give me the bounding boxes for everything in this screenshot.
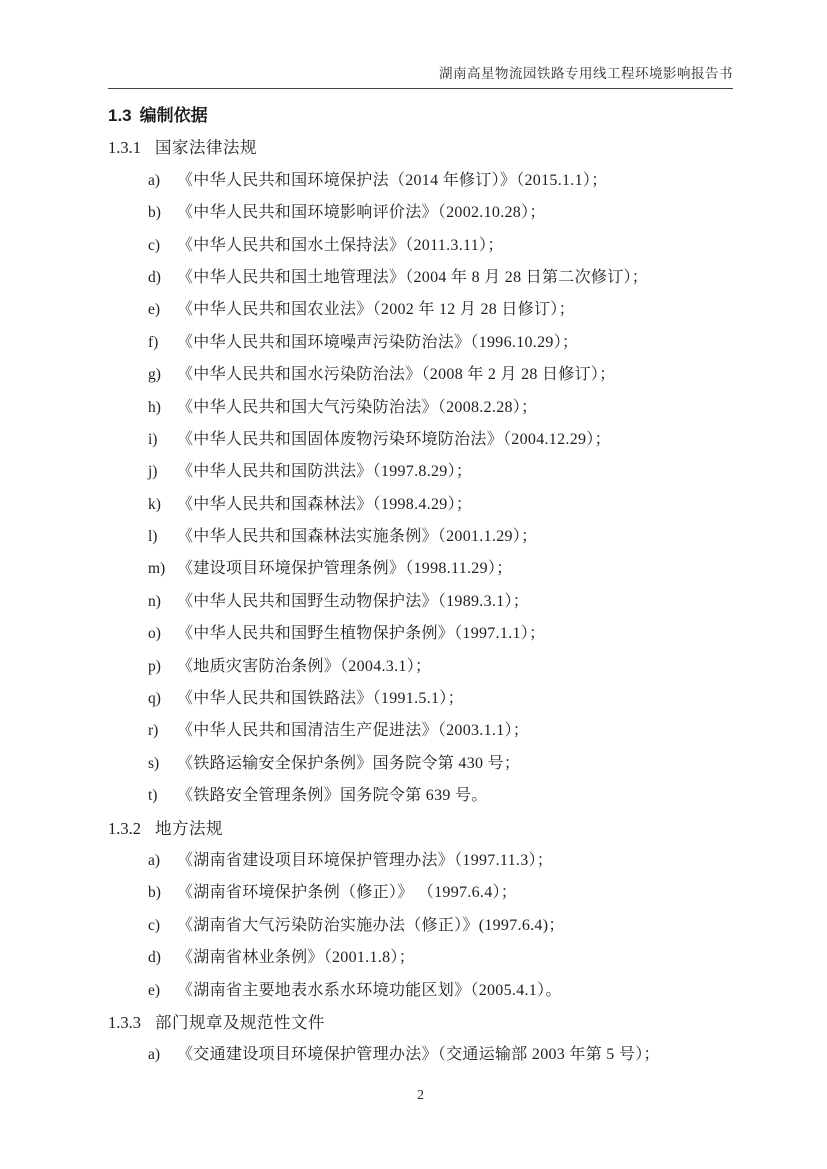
section-title: 地方法规 — [155, 818, 223, 838]
main-heading — [108, 100, 733, 132]
item-text: 《中华人民共和国野生植物保护条例》（1997.1.1）； — [177, 625, 546, 643]
list-item — [108, 975, 733, 1007]
item-text: 《湖南省大气污染防治实施办法（修正）》(1997.6.4)； — [177, 916, 565, 934]
list-item — [108, 456, 733, 488]
item-label: o) — [148, 625, 161, 643]
list-item — [108, 294, 733, 326]
list-item — [108, 197, 733, 229]
item-text: 《地质灾害防治条例》（2004.3.1）； — [177, 657, 432, 675]
main-heading-title: 编制依据 — [139, 106, 208, 125]
item-text: 《交通建设项目环境保护管理办法》（交通运输部 2003 年第 5 号）； — [177, 1046, 660, 1064]
item-text: 《中华人民共和国水污染防治法》（2008 年 2 月 28 日修订）； — [177, 366, 616, 384]
section-title: 国家法律法规 — [155, 138, 257, 158]
list-item — [108, 845, 733, 877]
main-heading-number: 1.3 — [108, 106, 132, 125]
list-item — [108, 327, 733, 359]
item-text: 《湖南省主要地表水系水环境功能区划》（2005.4.1）。 — [177, 981, 562, 999]
item-label: i) — [148, 430, 158, 448]
section-title: 部门规章及规范性文件 — [155, 1012, 325, 1032]
item-label: a) — [148, 1046, 161, 1064]
item-text: 《湖南省建设项目环境保护管理办法》（1997.11.3）； — [177, 851, 554, 869]
item-text: 《中华人民共和国环境噪声污染防治法》（1996.10.29）； — [177, 333, 579, 351]
list-item — [108, 553, 733, 585]
item-label: b) — [148, 884, 161, 902]
item-label: r) — [148, 722, 159, 740]
list-item — [108, 618, 733, 650]
section-heading-local-regulations — [108, 813, 733, 845]
list-item — [108, 165, 733, 197]
document-body — [108, 100, 733, 1072]
item-text: 《中华人民共和国水土保持法》（2011.3.11）； — [177, 236, 504, 254]
list-item — [108, 359, 733, 391]
section-number: 1.3.1 — [108, 138, 141, 158]
list-item — [108, 586, 733, 618]
item-label: k) — [148, 495, 161, 513]
item-text: 《中华人民共和国清洁生产促进法》（2003.1.1）； — [177, 722, 530, 740]
item-label: s) — [148, 754, 160, 772]
item-text: 《铁路安全管理条例》国务院令第 639 号。 — [177, 787, 488, 805]
list-item — [108, 910, 733, 942]
list-item — [108, 230, 733, 262]
section-number: 1.3.3 — [108, 1012, 141, 1032]
item-text: 《中华人民共和国土地管理法》（2004 年 8 月 28 日第二次修订）； — [177, 268, 649, 286]
item-label: g) — [148, 366, 161, 384]
item-text: 《铁路运输安全保护条例》国务院令第 430 号； — [177, 754, 521, 772]
item-label: c) — [148, 916, 161, 934]
item-text: 《中华人民共和国大气污染防治法》（2008.2.28）； — [177, 398, 538, 416]
section-heading-national-laws — [108, 132, 733, 164]
item-text: 《中华人民共和国环境影响评价法》（2002.10.28）； — [177, 204, 546, 222]
item-text: 《湖南省林业条例》（2001.1.8）； — [177, 949, 416, 967]
list-local-regulations — [108, 845, 733, 1007]
item-label: l) — [148, 528, 158, 546]
item-text: 《中华人民共和国固体废物污染环境防治法》（2004.12.29）； — [177, 430, 611, 448]
item-text: 《中华人民共和国森林法实施条例》（2001.1.29）； — [177, 528, 538, 546]
item-text: 《中华人民共和国野生动物保护法》（1989.3.1）； — [177, 592, 530, 610]
list-item — [108, 651, 733, 683]
item-text: 《中华人民共和国铁路法》（1991.5.1）； — [177, 690, 464, 708]
item-text: 《中华人民共和国环境保护法（2014 年修订）》（2015.1.1）； — [177, 171, 608, 189]
page-number: 2 — [417, 1088, 424, 1103]
item-label: e) — [148, 981, 161, 999]
item-text: 《建设项目环境保护管理条例》（1998.11.29）； — [177, 560, 513, 578]
item-label: t) — [148, 787, 158, 805]
item-label: q) — [148, 690, 161, 708]
list-item — [108, 715, 733, 747]
header-title: 湖南高星物流园铁路专用线工程环境影响报告书 — [439, 66, 733, 81]
item-label: b) — [148, 204, 161, 222]
item-text: 《中华人民共和国农业法》（2002 年 12 月 28 日修订）； — [177, 301, 575, 319]
section-number: 1.3.2 — [108, 818, 141, 838]
item-text: 《中华人民共和国防洪法》（1997.8.29）； — [177, 463, 473, 481]
header-rule — [108, 88, 733, 89]
item-label: a) — [148, 851, 161, 869]
item-label: d) — [148, 949, 161, 967]
section-heading-department-rules — [108, 1007, 733, 1039]
item-label: e) — [148, 301, 161, 319]
list-department-rules — [108, 1039, 733, 1071]
list-item — [108, 424, 733, 456]
list-item — [108, 683, 733, 715]
item-label: c) — [148, 236, 161, 254]
list-item — [108, 748, 733, 780]
list-item — [108, 780, 733, 812]
item-text: 《湖南省环境保护条例（修正）》 （1997.6.4）； — [177, 884, 518, 902]
item-label: m) — [148, 560, 166, 578]
list-item — [108, 262, 733, 294]
item-label: f) — [148, 333, 159, 351]
item-label: h) — [148, 398, 161, 416]
list-item — [108, 1039, 733, 1071]
item-label: a) — [148, 171, 161, 189]
list-item — [108, 877, 733, 909]
item-label: n) — [148, 592, 161, 610]
list-national-laws — [108, 165, 733, 813]
list-item — [108, 942, 733, 974]
item-text: 《中华人民共和国森林法》（1998.4.29）； — [177, 495, 473, 513]
list-item — [108, 392, 733, 424]
item-label: d) — [148, 268, 161, 286]
list-item — [108, 489, 733, 521]
list-item — [108, 521, 733, 553]
item-label: p) — [148, 657, 161, 675]
item-label: j) — [148, 463, 158, 481]
